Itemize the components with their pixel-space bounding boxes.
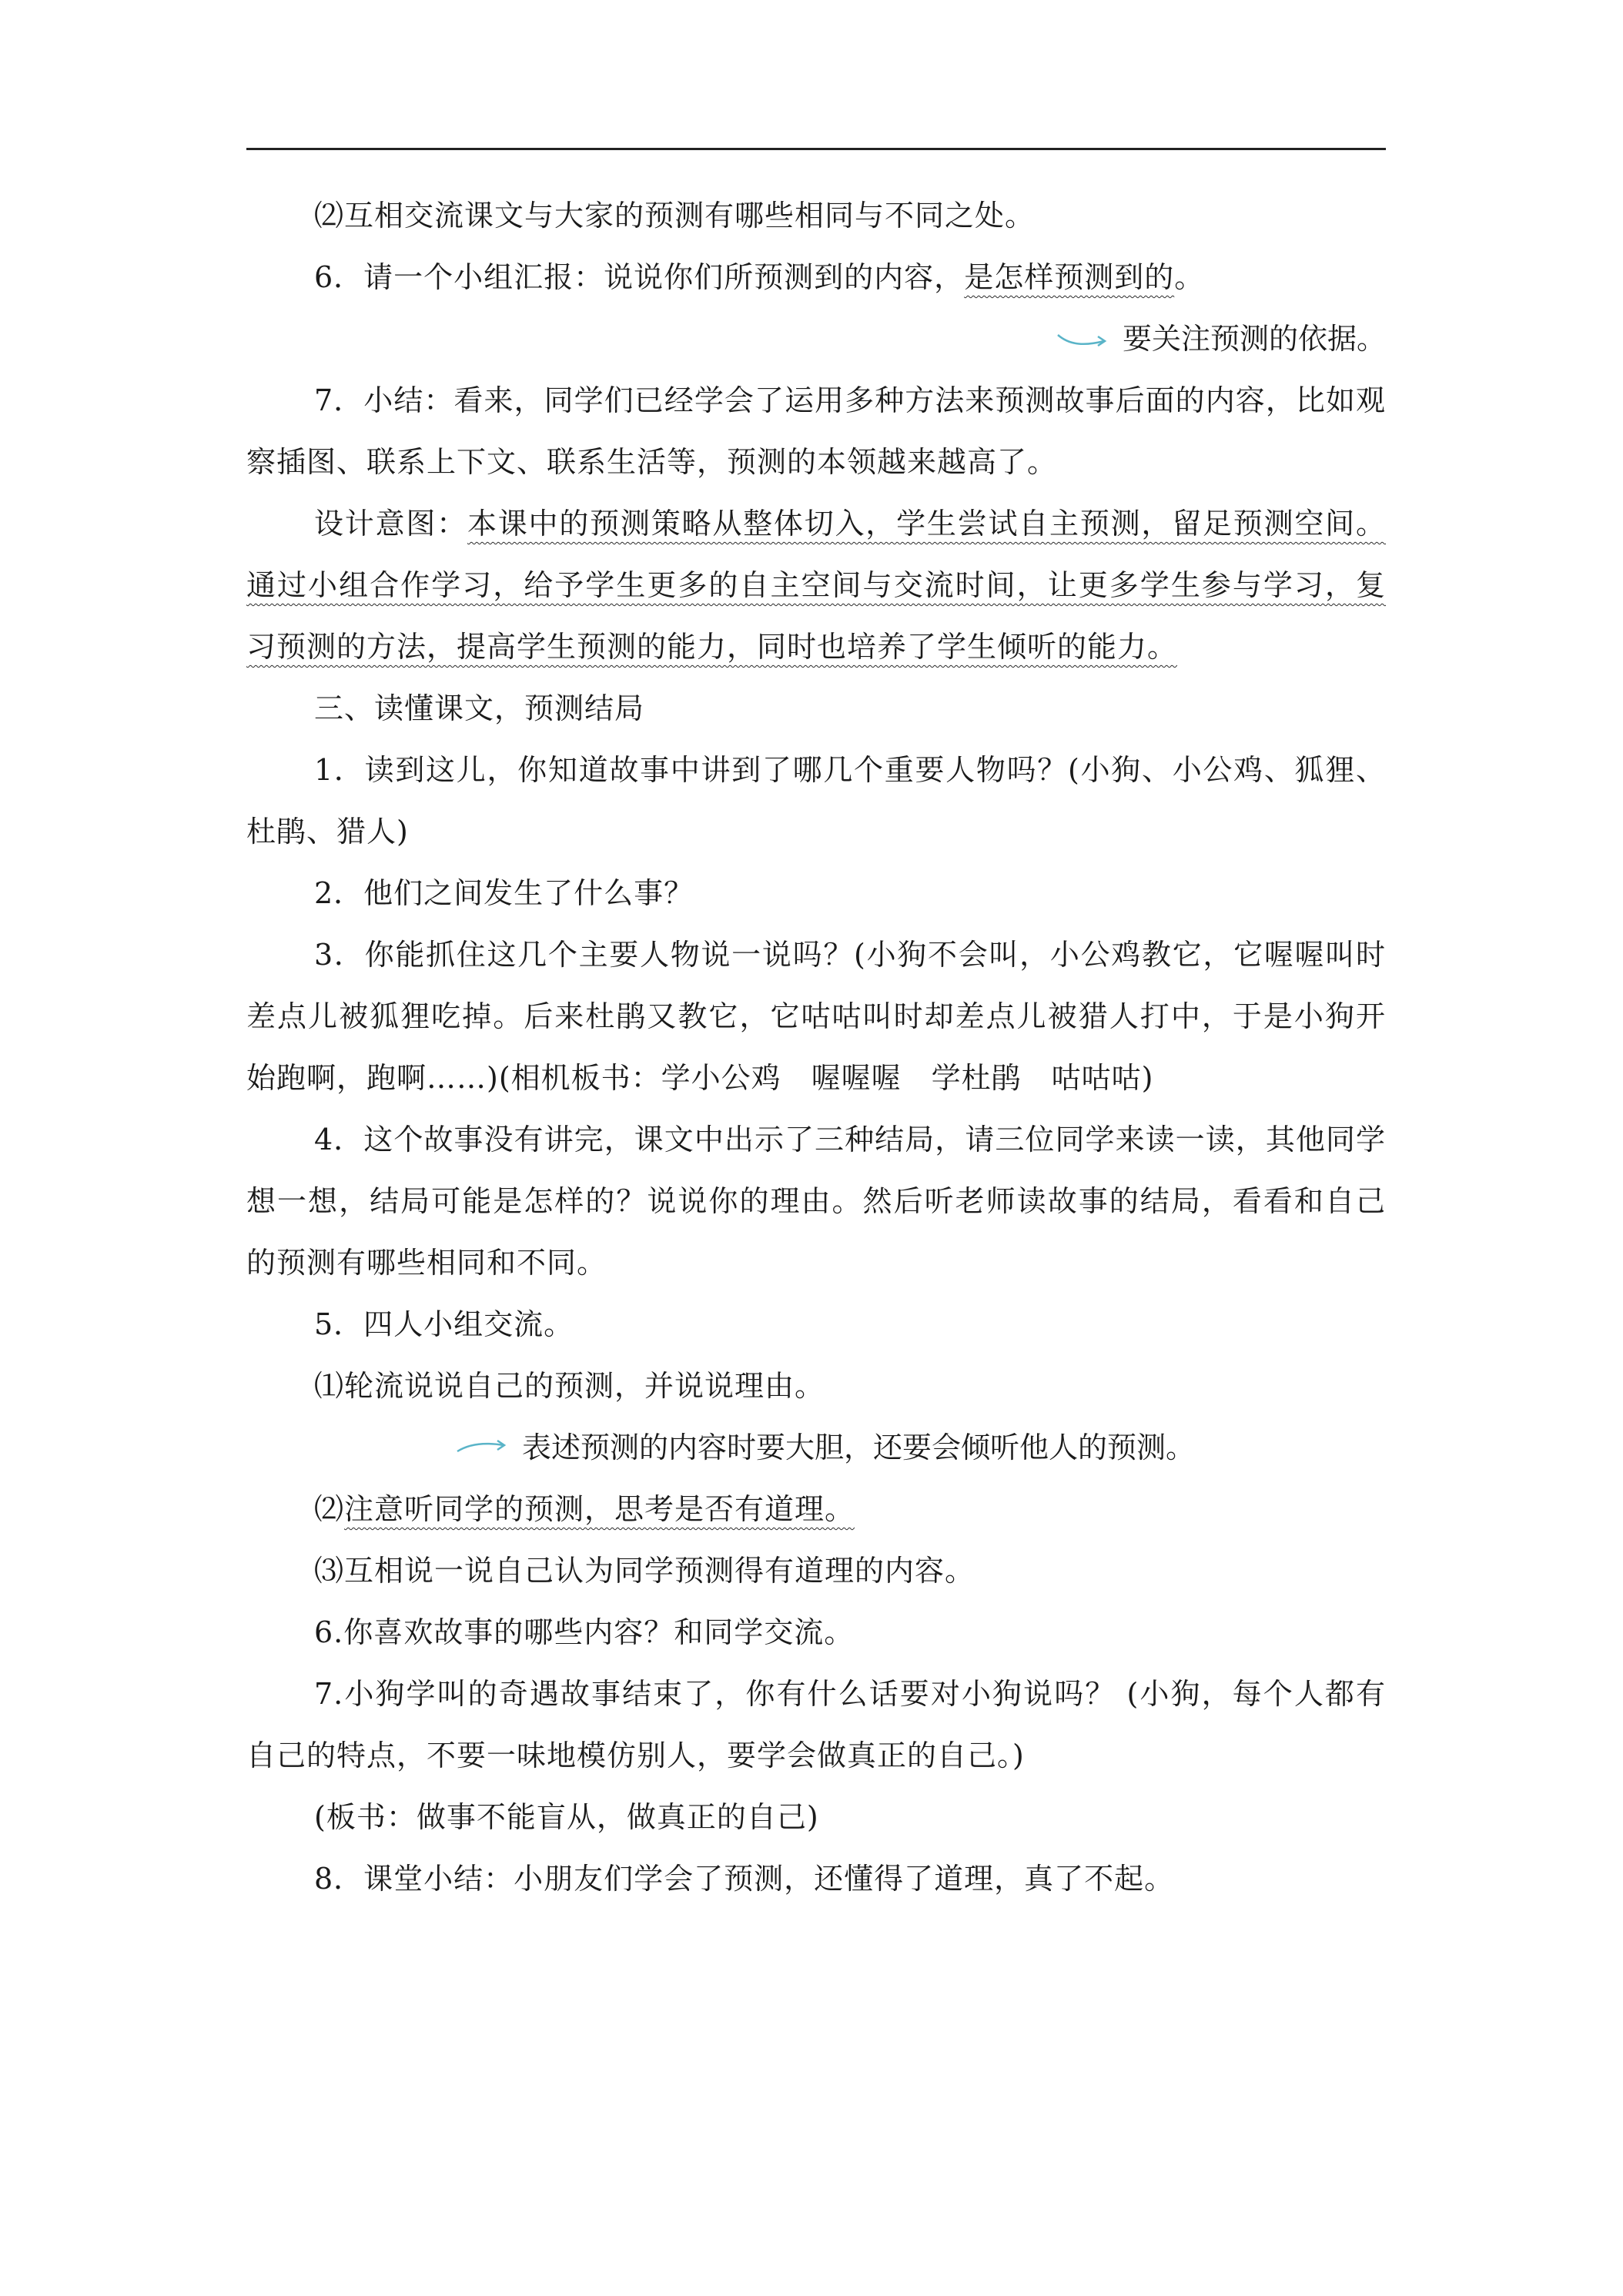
underlined-phrase: 是怎样预测到的 [964,260,1175,294]
step-2: 2．他们之间发生了什么事？ [314,876,694,910]
step-6: 6．请一个小组汇报：说说你们所预测到的内容，是怎样预测到的。 [314,260,1205,294]
design-intent: 设计意图：本课中的预测策略从整体切入，学生尝试自主预测，留足预测空间。通过小组合作学习，给予学生更多的自主空间与交流时间，让更多学生参与学习，复习预测的方法，提高学生预测的能力，同时也培养了学生倾听的能力。 [246,507,1386,664]
step-7-summary: 7．小结：看来，同学们已经学会了运用多种方法来预测故事后面的内容，比如观察插图、联系上下文、联系生活等，预测的本领越来越高了。 [246,383,1386,479]
blackboard-note: (板书：做事不能盲从，做真正的自己) [314,1800,819,1834]
section-heading: 三、读懂课文，预测结局 [314,691,645,725]
header-rule [246,148,1386,150]
underlined-phrase: 注意听同学的预测，思考是否有道理。 [344,1492,855,1526]
step-2-2: ⑵互相交流课文与大家的预测有哪些相同与不同之处。 [314,199,1036,233]
step-5-3: ⑶互相说一说自己认为同学预测得有道理的内容。 [314,1554,975,1588]
step-5: 5．四人小组交流。 [314,1307,574,1341]
annotation-arrow-icon [454,1434,508,1461]
annotation-arrow-icon [1055,326,1109,352]
step-8-summary: 8．课堂小结：小朋友们学会了预测，还懂得了道理，真了不起。 [314,1862,1175,1896]
step-7b: 7.小狗学叫的奇遇故事结束了，你有什么话要对小狗说吗？ (小狗，每个人都有自己的特点，不要一味地模仿别人，要学会做真正的自己。) [246,1677,1386,1772]
step-5-1: ⑴轮流说说自己的预测，并说说理由。 [314,1369,825,1403]
design-intent-body: 本课中的预测策略从整体切入，学生尝试自主预测，留足预测空间。通过小组合作学习，给予学生更多的自主空间与交流时间，让更多学生参与学习，复习预测的方法，提高学生预测的能力，同时也培养了学生倾听的能力。 [246,507,1386,664]
step-5-2: ⑵注意听同学的预测，思考是否有道理。 [314,1492,855,1526]
margin-annotation: 表述预测的内容时要大胆，还要会倾听他人的预测。 [246,1417,1386,1478]
step-3: 3．你能抓住这几个主要人物说一说吗？(小狗不会叫，小公鸡教它，它喔喔叫时差点儿被狐狸吃掉。后来杜鹃又教它，它咕咕叫时却差点儿被猎人打中，于是小狗开始跑啊，跑啊……)(相机板书：学小公鸡 喔喔喔 学杜鹃 咕咕咕) [246,938,1386,1095]
step-1: 1．读到这儿，你知道故事中讲到了哪几个重要人物吗？(小狗、小公鸡、狐狸、杜鹃、猎人) [246,753,1386,848]
step-4: 4．这个故事没有讲完，课文中出示了三种结局，请三位同学来读一读，其他同学想一想，结局可能是怎样的？说说你的理由。然后听老师读故事的结局，看看和自己的预测有哪些相同和不同。 [246,1123,1386,1280]
margin-annotation: 要关注预测的依据。 [246,308,1386,370]
step-6b: 6.你喜欢故事的哪些内容？和同学交流。 [314,1615,855,1649]
lesson-plan-text [246,185,1386,1909]
